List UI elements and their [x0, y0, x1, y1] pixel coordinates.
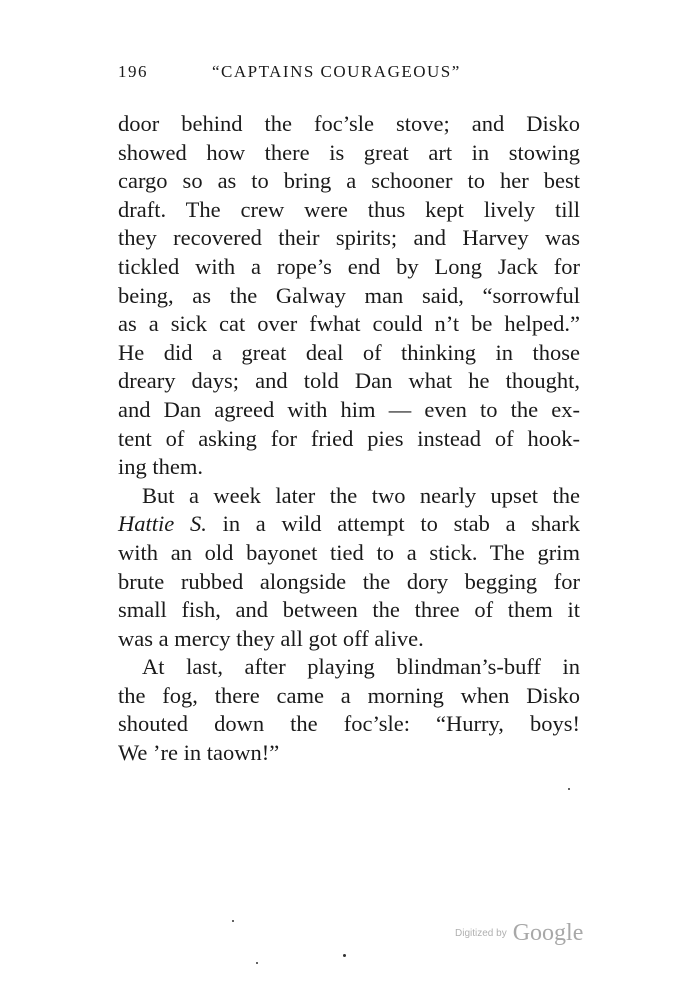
text-line: dreary days; and told Dan what he thought, — [118, 368, 580, 394]
text-line: brute rubbed alongside the dory begging for — [118, 568, 580, 594]
text-line: and Dan agreed with him — even to the ex- — [118, 396, 580, 422]
text-line: tent of asking for fried pies instead of hook- — [118, 425, 580, 451]
text-line: ing them. — [118, 454, 203, 480]
text-line: small fish, and between the three of them it — [118, 597, 580, 623]
text-line: was a mercy they all got off alive. — [118, 625, 424, 651]
ink-speck — [232, 920, 234, 922]
text-line: But a week later the two nearly upset the — [142, 482, 580, 508]
text-line: as a sick cat over fwhat could n’t be helped.” — [118, 311, 580, 337]
watermark-brand-logo: Google — [512, 920, 584, 946]
text-line: with an old bayonet tied to a stick. The grim — [118, 539, 580, 565]
text-line: being, as the Galway man said, “sorrowful — [118, 282, 580, 308]
ink-speck — [256, 962, 258, 964]
page-number: 196 — [118, 62, 148, 81]
watermark-prefix: Digitized by — [455, 928, 507, 939]
text-line: shouted down the foc’sle: “Hurry, boys! — [118, 711, 580, 737]
text-fragment: in a wild attempt to stab a shark — [222, 511, 581, 537]
text-line: tickled with a rope’s end by Long Jack for — [118, 253, 580, 279]
text-line: door behind the foc’sle stove; and Disko — [118, 111, 580, 136]
text-line: they recovered their spirits; and Harvey was — [118, 225, 580, 251]
ink-speck — [568, 788, 570, 790]
page-header — [118, 62, 588, 88]
text-line — [118, 510, 580, 539]
text-line: showed how there is great art in stowing — [118, 139, 580, 165]
body-text — [118, 110, 580, 768]
ship-name: Hattie S. — [118, 511, 207, 537]
running-title: “CAPTAINS COURAGEOUS” — [212, 62, 461, 81]
text-line: At last, after playing blindman’s-buff in — [142, 654, 580, 680]
text-line: draft. The crew were thus kept lively till — [118, 196, 580, 222]
text-line: the fog, there came a morning when Disko — [118, 682, 580, 708]
text-line: We ’re in taown!” — [118, 740, 280, 766]
ink-speck — [343, 954, 346, 957]
text-line: He did a great deal of thinking in those — [118, 339, 580, 365]
text-line: cargo so as to bring a schooner to her best — [118, 168, 580, 194]
digitized-watermark — [455, 920, 583, 947]
